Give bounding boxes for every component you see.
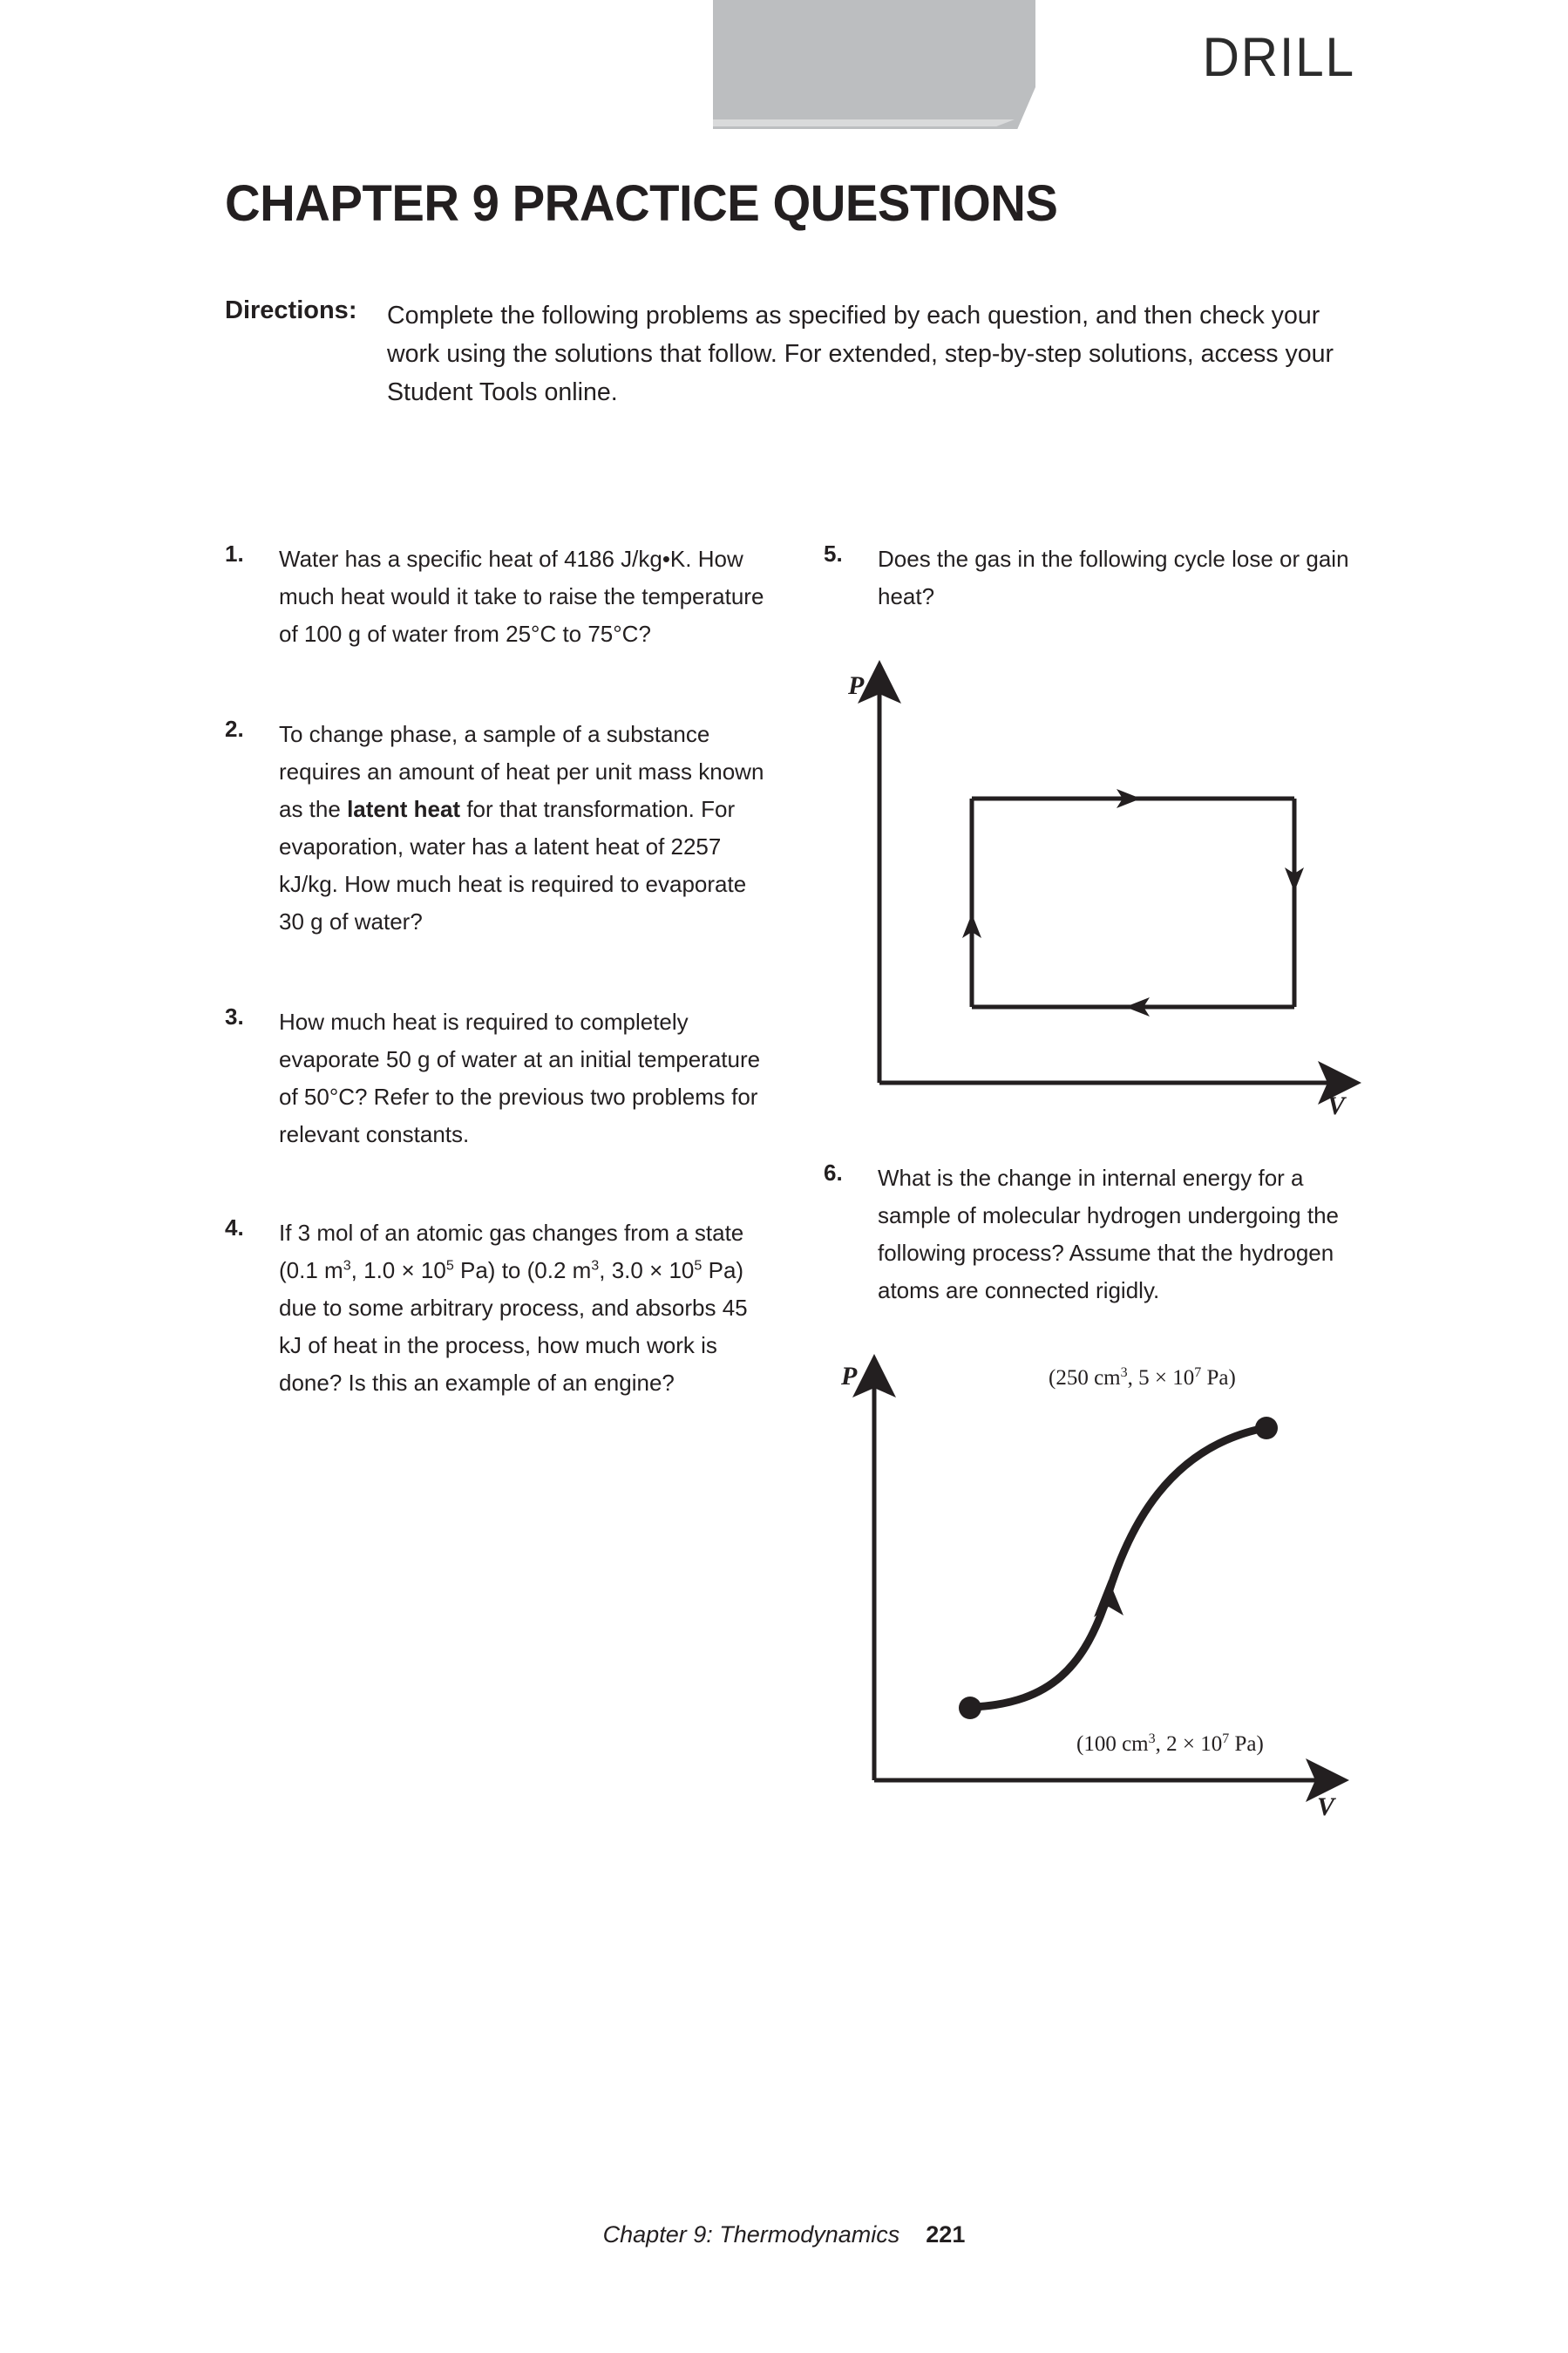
process-curve-arrow bbox=[1094, 1580, 1123, 1617]
question-1 bbox=[225, 541, 765, 653]
question-4-text bbox=[279, 1214, 765, 1402]
drill-banner-shadow-strip bbox=[713, 119, 1015, 126]
start-point-label: (100 $cm^3$, $2 \times 10^7$ Pa) bbox=[1076, 1731, 1264, 1756]
page-title: CHAPTER 9 PRACTICE QUESTIONS bbox=[225, 175, 1058, 232]
question-5-number: 5. bbox=[824, 541, 843, 567]
process-curve bbox=[972, 1428, 1265, 1707]
question-4-seg5: Pa) due to some arbitrary process, and absorbs 45 kJ of heat in the process, how much work is done? Is this an example of an engine? bbox=[279, 1257, 748, 1396]
question-6-number: 6. bbox=[824, 1159, 843, 1186]
question-4 bbox=[225, 1214, 765, 1402]
question-2-text-part1: To change phase, a sample of a substance requires an amount of heat per unit mass known as the bbox=[279, 721, 764, 822]
question-1-text: Water has a specific heat of 4186 J/kg•K. How much heat would it take to raise the temperature of 100 g of water from 25°C to 75°C? bbox=[279, 546, 764, 647]
question-2-bold-term: latent heat bbox=[347, 796, 461, 822]
question-4-sup2: 5 bbox=[445, 1257, 454, 1274]
page-footer bbox=[0, 2221, 1568, 2248]
question-4-sup1: 3 bbox=[343, 1257, 351, 1274]
directions-body: Complete the following problems as specified by each question, and then check your work using the solutions that follow. For extended, step-by-step solutions, access your Student Tools online. bbox=[387, 302, 1334, 406]
question-4-sup4: 5 bbox=[694, 1257, 703, 1274]
question-4-seg1: If 3 mol of an atomic gas changes from a state (0.1 m bbox=[279, 1220, 744, 1283]
question-4-number: 4. bbox=[225, 1214, 244, 1241]
p-axis-label: P bbox=[841, 1362, 858, 1391]
question-2-text bbox=[279, 716, 765, 941]
question-2-number: 2. bbox=[225, 716, 244, 742]
drill-banner-label: DRILL bbox=[1202, 27, 1355, 88]
end-point-label: (250 $cm^3$, $5 \times 10^7$ Pa) bbox=[1049, 1365, 1236, 1390]
p-axis-label: P bbox=[848, 671, 865, 700]
footer-page-number: 221 bbox=[926, 2221, 966, 2248]
question-6 bbox=[824, 1159, 1364, 1309]
question-2-text-part2: for that transformation. For evaporation, water has a latent heat of 2257 kJ/kg. How much heat is required to evaporate 30 g of water? bbox=[279, 796, 747, 935]
pv-scurve-diagram bbox=[824, 1334, 1364, 1822]
pv-cycle-diagram bbox=[824, 645, 1364, 1116]
v-axis-label: V bbox=[1327, 1091, 1346, 1116]
end-point-marker bbox=[1255, 1417, 1278, 1439]
v-axis-label: V bbox=[1317, 1792, 1335, 1821]
drill-banner bbox=[713, 0, 1035, 129]
question-5 bbox=[824, 541, 1364, 615]
question-2 bbox=[225, 716, 765, 941]
directions-label: Directions: bbox=[225, 296, 357, 324]
question-3-text: How much heat is required to completely evaporate 50 g of water at an initial temperature of 50°C? Refer to the previous two problems for relevant constants. bbox=[279, 1009, 761, 1147]
question-4-seg3: Pa) to (0.2 m bbox=[453, 1257, 592, 1283]
question-5-text: Does the gas in the following cycle lose or gain heat? bbox=[878, 546, 1349, 609]
cycle-path bbox=[972, 799, 1294, 1007]
footer-chapter-label: Chapter 9: Thermodynamics bbox=[602, 2221, 900, 2248]
question-3 bbox=[225, 1003, 765, 1153]
question-6-text: What is the change in internal energy for a sample of molecular hydrogen undergoing the following process? Assume that the hydrogen atoms are connected rigidly. bbox=[878, 1165, 1340, 1303]
question-1-number: 1. bbox=[225, 541, 244, 567]
questions-column-left bbox=[225, 541, 765, 1402]
question-4-seg4: , 3.0 × 10 bbox=[599, 1257, 695, 1283]
question-4-seg2: , 1.0 × 10 bbox=[350, 1257, 446, 1283]
questions-column-right bbox=[824, 541, 1364, 1822]
question-4-sup3: 3 bbox=[591, 1257, 600, 1274]
question-3-number: 3. bbox=[225, 1003, 244, 1030]
start-point-marker bbox=[959, 1697, 981, 1719]
